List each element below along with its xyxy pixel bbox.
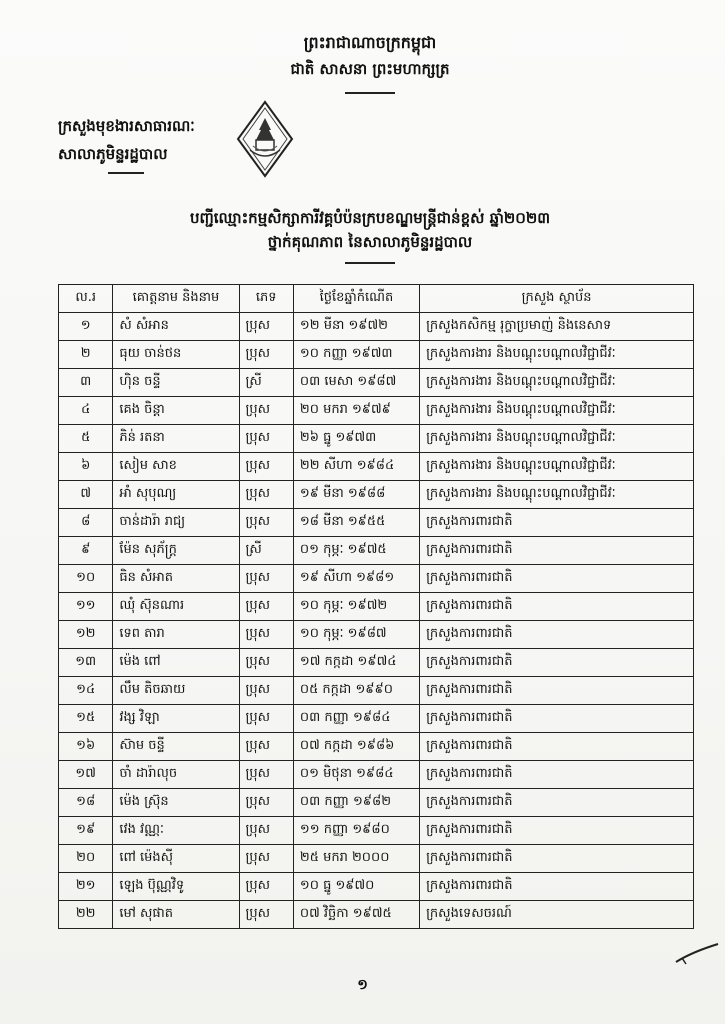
- table-row: [59, 649, 694, 677]
- school-name: សាលាភូមិន្ទរដ្ឋបាល: [58, 145, 168, 163]
- table-row: [59, 733, 694, 761]
- participant-name-cell: ម៉េង ស្រ៊ុន: [113, 789, 239, 817]
- date-of-birth-cell: ១៧ កក្កដា ១៩៧៤: [293, 649, 419, 677]
- sex-cell: ស្រី: [239, 537, 293, 565]
- date-of-birth-cell: ០៧ វិច្ឆិកា ១៩៧៥: [293, 901, 419, 929]
- header-name: គោត្តនាម និងនាម: [113, 285, 239, 313]
- table-row: [59, 873, 694, 901]
- sex-cell: ប្រុស: [239, 341, 293, 369]
- table-row: [59, 397, 694, 425]
- participant-name-cell: ឡេង ប៊ុណ្ណវិទូ: [113, 873, 239, 901]
- row-number-cell: ៩: [59, 537, 113, 565]
- table-row: [59, 341, 694, 369]
- table-row: [59, 425, 694, 453]
- header-dob: ថ្ងៃខែឆ្នាំកំណើត: [293, 285, 419, 313]
- sex-cell: ប្រុស: [239, 649, 293, 677]
- sex-cell: ប្រុស: [239, 509, 293, 537]
- participant-name-cell: វេង វណ្ណៈ: [113, 817, 239, 845]
- ministry-institution-cell: ក្រសួងការពារជាតិ: [420, 565, 694, 593]
- date-of-birth-cell: ០៣ កញ្ញា ១៩៨២: [293, 789, 419, 817]
- ministry-institution-cell: ក្រសួងការងារ និងបណ្តុះបណ្តាលវិជ្ជាជីវៈ: [420, 341, 694, 369]
- table-row: [59, 537, 694, 565]
- sex-cell: ប្រុស: [239, 621, 293, 649]
- date-of-birth-cell: ០១ មិថុនា ១៩៨៤: [293, 761, 419, 789]
- sex-cell: ប្រុស: [239, 565, 293, 593]
- ministry-institution-cell: ក្រសួងការងារ និងបណ្តុះបណ្តាលវិជ្ជាជីវៈ: [420, 453, 694, 481]
- participant-name-cell: ហ៊ិន ចន្ទី: [113, 369, 239, 397]
- date-of-birth-cell: ០៧ កក្កដា ១៩៨៦: [293, 733, 419, 761]
- document-title: [130, 206, 610, 264]
- sex-cell: ប្រុស: [239, 733, 293, 761]
- header-no: ល.រ: [59, 285, 113, 313]
- date-of-birth-cell: ១៩ មីនា ១៩៨៨: [293, 481, 419, 509]
- participant-name-cell: ចាំ ដារ៉ាលុច: [113, 761, 239, 789]
- participant-name-cell: ស៊ាម ចន្ទី: [113, 733, 239, 761]
- ministry-institution-cell: ក្រសួងការពារជាតិ: [420, 873, 694, 901]
- sex-cell: ប្រុស: [239, 789, 293, 817]
- row-number-cell: ១៩: [59, 817, 113, 845]
- date-of-birth-cell: ០៣ មេសា ១៩៨៧: [293, 369, 419, 397]
- sex-cell: ប្រុស: [239, 677, 293, 705]
- ministry-block: [58, 112, 195, 174]
- participant-name-cell: ធិន សំអាត: [113, 565, 239, 593]
- motto-divider: [345, 92, 395, 94]
- participant-name-cell: មៅ សុផាត: [113, 901, 239, 929]
- ministry-institution-cell: ក្រសួងកសិកម្ម រុក្ខាប្រមាញ់ និងនេសាទ: [420, 313, 694, 341]
- ministry-institution-cell: ក្រសួងការងារ និងបណ្តុះបណ្តាលវិជ្ជាជីវៈ: [420, 369, 694, 397]
- date-of-birth-cell: ២០ មករា ១៩៧៩: [293, 397, 419, 425]
- ministry-institution-cell: ក្រសួងការពារជាតិ: [420, 593, 694, 621]
- table-body: [59, 313, 694, 929]
- ministry-name: ក្រសួងមុខងារសាធារណៈ: [58, 117, 195, 135]
- row-number-cell: ២០: [59, 845, 113, 873]
- table-row: [59, 481, 694, 509]
- ministry-institution-cell: ក្រសួងការពារជាតិ: [420, 621, 694, 649]
- row-number-cell: ១៦: [59, 733, 113, 761]
- table-row: [59, 593, 694, 621]
- sex-cell: ប្រុស: [239, 397, 293, 425]
- date-of-birth-cell: ១២ មីនា ១៩៧២: [293, 313, 419, 341]
- ministry-institution-cell: ក្រសួងការពារជាតិ: [420, 817, 694, 845]
- table-row: [59, 313, 694, 341]
- date-of-birth-cell: ១០ កញ្ញា ១៩៧៣: [293, 341, 419, 369]
- row-number-cell: ១៤: [59, 677, 113, 705]
- participant-name-cell: គេង ចិន្តា: [113, 397, 239, 425]
- row-number-cell: ៦: [59, 453, 113, 481]
- row-number-cell: ១៥: [59, 705, 113, 733]
- participant-name-cell: ភិន់ រតនា: [113, 425, 239, 453]
- sex-cell: ប្រុស: [239, 817, 293, 845]
- ministry-divider: [108, 172, 144, 174]
- row-number-cell: ១៨: [59, 789, 113, 817]
- table-row: [59, 789, 694, 817]
- table-row: [59, 677, 694, 705]
- sex-cell: ប្រុស: [239, 901, 293, 929]
- row-number-cell: ៧: [59, 481, 113, 509]
- page-number: ១: [357, 977, 368, 993]
- date-of-birth-cell: ២៥ មករា ២០០០: [293, 845, 419, 873]
- ministry-institution-cell: ក្រសួងការពារជាតិ: [420, 537, 694, 565]
- row-number-cell: ១: [59, 313, 113, 341]
- ministry-institution-cell: ក្រសួងការពារជាតិ: [420, 705, 694, 733]
- row-number-cell: ២: [59, 341, 113, 369]
- participant-name-cell: ទេព តារា: [113, 621, 239, 649]
- ministry-institution-cell: ក្រសួងការងារ និងបណ្តុះបណ្តាលវិជ្ជាជីវៈ: [420, 481, 694, 509]
- date-of-birth-cell: ២៦ ធ្នូ ១៩៧៣: [293, 425, 419, 453]
- participant-name-cell: ធុយ ចាន់ថន: [113, 341, 239, 369]
- table-row: [59, 509, 694, 537]
- row-number-cell: ៥: [59, 425, 113, 453]
- date-of-birth-cell: ១១ កញ្ញា ១៩៨០: [293, 817, 419, 845]
- row-number-cell: ៨: [59, 509, 113, 537]
- motto-heading: [190, 60, 550, 94]
- ministry-institution-cell: ក្រសួងការងារ និងបណ្តុះបណ្តាលវិជ្ជាជីវៈ: [420, 397, 694, 425]
- table-header-row: [59, 285, 694, 313]
- ministry-institution-cell: ក្រសួងការពារជាតិ: [420, 845, 694, 873]
- date-of-birth-cell: ០៣ កញ្ញា ១៩៨៤: [293, 705, 419, 733]
- participant-name-cell: វង្ស វិឡា: [113, 705, 239, 733]
- ministry-institution-cell: ក្រសួងការពារជាតិ: [420, 649, 694, 677]
- table-row: [59, 369, 694, 397]
- sex-cell: ប្រុស: [239, 425, 293, 453]
- school-emblem-icon: [236, 100, 294, 178]
- sex-cell: ប្រុស: [239, 481, 293, 509]
- row-number-cell: ១០: [59, 565, 113, 593]
- participant-name-cell: ឈុំ ស៊ុនណារ: [113, 593, 239, 621]
- title-divider: [345, 262, 395, 264]
- table-row: [59, 901, 694, 929]
- sex-cell: ប្រុស: [239, 313, 293, 341]
- table-row: [59, 817, 694, 845]
- ministry-institution-cell: ក្រសួងការងារ និងបណ្តុះបណ្តាលវិជ្ជាជីវៈ: [420, 425, 694, 453]
- row-number-cell: ៤: [59, 397, 113, 425]
- table-row: [59, 621, 694, 649]
- sex-cell: ប្រុស: [239, 761, 293, 789]
- row-number-cell: ១៣: [59, 649, 113, 677]
- participants-table: [58, 284, 694, 929]
- title-line-2: ថ្នាក់គុណភាព នៃសាលាភូមិន្ទរដ្ឋបាល: [267, 233, 473, 251]
- sex-cell: ប្រុស: [239, 593, 293, 621]
- header-sex: ភេទ: [239, 285, 293, 313]
- date-of-birth-cell: ០៥ កក្កដា ១៩៩០: [293, 677, 419, 705]
- ministry-institution-cell: ក្រសួងការពារជាតិ: [420, 677, 694, 705]
- date-of-birth-cell: ១០ កុម្ភៈ ១៩៨៧: [293, 621, 419, 649]
- sex-cell: ប្រុស: [239, 453, 293, 481]
- date-of-birth-cell: ០១ កុម្ភៈ ១៩៧៥: [293, 537, 419, 565]
- table-row: [59, 705, 694, 733]
- row-number-cell: ២១: [59, 873, 113, 901]
- header-ministry: ក្រសួង ស្ថាប័ន: [420, 285, 694, 313]
- ministry-institution-cell: ក្រសួងការពារជាតិ: [420, 733, 694, 761]
- participant-name-cell: សំ សំអាន: [113, 313, 239, 341]
- row-number-cell: ១២: [59, 621, 113, 649]
- table-row: [59, 565, 694, 593]
- kingdom-heading: [190, 32, 550, 56]
- participant-name-cell: ចាន់ដារ៉ា រាជ្យ: [113, 509, 239, 537]
- motto-text: ជាតិ សាសនា ព្រះមហាក្សត្រ: [290, 60, 450, 78]
- sex-cell: ប្រុស: [239, 705, 293, 733]
- date-of-birth-cell: ១៨ មីនា ១៩៥៥: [293, 509, 419, 537]
- participant-name-cell: ពៅ ម៉េងស៊ី: [113, 845, 239, 873]
- date-of-birth-cell: ១០ កុម្ភៈ ១៩៧២: [293, 593, 419, 621]
- sex-cell: ប្រុស: [239, 873, 293, 901]
- table-row: [59, 761, 694, 789]
- kingdom-text: ព្រះរាជាណាចក្រកម្ពុជា: [303, 33, 437, 52]
- date-of-birth-cell: ១០ ធ្នូ ១៩៧០: [293, 873, 419, 901]
- participant-name-cell: ម៉េង ពៅ: [113, 649, 239, 677]
- title-line-1: បញ្ជីឈ្មោះកម្មសិក្សាការីវគ្គបំប៉នក្របខណ្ឌមន្ត្រីជាន់ខ្ពស់ ឆ្នាំ២០២៣: [189, 209, 551, 227]
- participant-name-cell: សៀម សាខ: [113, 453, 239, 481]
- row-number-cell: ២២: [59, 901, 113, 929]
- date-of-birth-cell: ១៩ សីហា ១៩៨១: [293, 565, 419, 593]
- table-row: [59, 453, 694, 481]
- row-number-cell: ១៧: [59, 761, 113, 789]
- row-number-cell: ១១: [59, 593, 113, 621]
- participant-name-cell: លឹម តិចឆាយ: [113, 677, 239, 705]
- row-number-cell: ៣: [59, 369, 113, 397]
- participant-name-cell: ម៉ែន សុភ័ក្ត្រ: [113, 537, 239, 565]
- participant-name-cell: អាំ សុបុណ្យ: [113, 481, 239, 509]
- sex-cell: ប្រុស: [239, 845, 293, 873]
- table-row: [59, 845, 694, 873]
- ministry-institution-cell: ក្រសួងទេសចរណ៍: [420, 901, 694, 929]
- sex-cell: ស្រី: [239, 369, 293, 397]
- pen-stroke-mark: [672, 938, 722, 968]
- ministry-institution-cell: ក្រសួងការពារជាតិ: [420, 509, 694, 537]
- ministry-institution-cell: ក្រសួងការពារជាតិ: [420, 789, 694, 817]
- date-of-birth-cell: ២២ សីហា ១៩៨៤: [293, 453, 419, 481]
- ministry-institution-cell: ក្រសួងការពារជាតិ: [420, 761, 694, 789]
